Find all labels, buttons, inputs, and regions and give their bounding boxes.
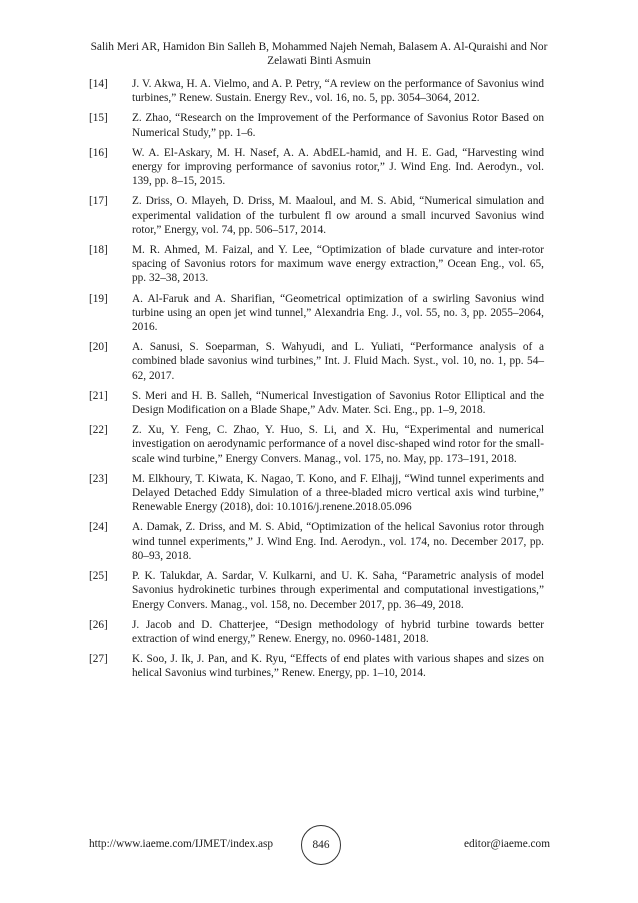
reference-item: [89, 618, 544, 646]
reference-item: [89, 340, 544, 383]
reference-item: [89, 292, 544, 335]
reference-number: [14]: [89, 78, 108, 90]
header-authors-line-2: Zelawati Binti Asmuin: [267, 55, 371, 67]
reference-item: [89, 652, 544, 680]
reference-text: P. K. Talukdar, A. Sardar, V. Kulkarni, and U. K. Saha, “Parametric analysis of model Savonius hydrokinetic turbines through experimental and computational investigations,” Energy Convers. Manag., vol. 158, no. December 2017, pp. 36–49, 2018.: [132, 570, 544, 611]
footer-email-link[interactable]: editor@iaeme.com: [464, 838, 550, 850]
reference-number: [21]: [89, 389, 108, 402]
reference-text: Z. Xu, Y. Feng, C. Zhao, Y. Huo, S. Li, and X. Hu, “Experimental and numerical investigation on aerodynamic performance of a novel disc-shaped wind rotor for the small-scale wind turbine,” Energy Convers. Manag., vol. 175, no. May, pp. 173–191, 2018.: [132, 424, 544, 465]
reference-item: [89, 243, 544, 286]
reference-number: [26]: [89, 618, 108, 631]
reference-list: [89, 77, 544, 687]
reference-text: W. A. El-Askary, M. H. Nasef, A. A. AbdEL-hamid, and H. E. Gad, “Harvesting wind energy for improving performance of savonius rotor,” J. Wind Eng. Ind. Aerodyn., vol. 139, pp. 8–15, 2015.: [132, 146, 544, 188]
page-number-badge: [301, 825, 341, 865]
page-footer: [89, 825, 550, 867]
reference-number: [18]: [89, 244, 108, 257]
footer-url-link[interactable]: http://www.iaeme.com/IJMET/index.asp: [89, 838, 274, 850]
page-number: 846: [312, 839, 330, 851]
reference-text: J. Jacob and D. Chatterjee, “Design methodology of hybrid turbine towards better extraction of wind energy,” Renew. Energy, no. 0960-1481, 2018.: [132, 618, 544, 645]
reference-number: [25]: [89, 570, 108, 583]
reference-text: Z. Zhao, “Research on the Improvement of the Performance of Savonius Rotor Based on Numerical Study,” pp. 1–6.: [132, 112, 544, 139]
reference-text: S. Meri and H. B. Salleh, “Numerical Investigation of Savonius Rotor Elliptical and the Design Modification on a Blade Shape,” Adv. Mater. Sci. Eng., pp. 1–9, 2018.: [132, 389, 544, 417]
reference-text: A. Damak, Z. Driss, and M. S. Abid, “Optimization of the helical Savonius rotor through wind tunnel experiments,” J. Wind Eng. Ind. Aerodyn., vol. 174, no. December 2017, pp. 80–93, 2018.: [132, 521, 544, 562]
reference-number: [15]: [89, 112, 108, 125]
reference-item: [89, 389, 544, 417]
reference-item: [89, 520, 544, 563]
reference-number: [16]: [89, 146, 108, 159]
running-header: [60, 40, 578, 68]
reference-number: [23]: [89, 472, 108, 485]
reference-number: [27]: [89, 653, 108, 666]
reference-text: K. Soo, J. Ik, J. Pan, and K. Ryu, “Effects of end plates with various shapes and sizes on helical Savonius wind turbines,” Renew. Energy, pp. 1–10, 2014.: [132, 653, 544, 680]
reference-item: [89, 111, 544, 139]
reference-text: A. Al-Faruk and A. Sharifian, “Geometrical optimization of a swirling Savonius wind turbine using an open jet wind tunnel,” Alexandria Eng. J., vol. 55, no. 3, pp. 2055–2064, 2016.: [132, 292, 544, 334]
header-authors-line-1: Salih Meri AR, Hamidon Bin Salleh B, Mohammed Najeh Nemah, Balasem A. Al-Quraishi and Nor: [90, 41, 548, 53]
reference-number: [17]: [89, 195, 108, 208]
reference-item: [89, 146, 544, 189]
reference-item: [89, 423, 544, 466]
reference-text: M. Elkhoury, T. Kiwata, K. Nagao, T. Kono, and F. Elhajj, “Wind tunnel experiments and Delayed Detached Eddy Simulation of a three-bladed micro vertical axis wind turbine,” Renewable Energy (2018), doi: 10.1016/j.renene.2018.05.096: [132, 472, 544, 514]
reference-number: [19]: [89, 292, 108, 305]
reference-item: [89, 77, 544, 105]
reference-item: [89, 569, 544, 612]
reference-item: [89, 194, 544, 237]
reference-number: [20]: [89, 341, 108, 354]
reference-text: Z. Driss, O. Mlayeh, D. Driss, M. Maaloul, and M. S. Abid, “Numerical simulation and experimental validation of the turbulent fl ow around a small incurved Savonius wind rotor,” Energy, vol. 74, pp. 506–517, 2014.: [132, 195, 544, 236]
reference-number: [22]: [89, 424, 108, 437]
reference-item: [89, 472, 544, 515]
reference-text: J. V. Akwa, H. A. Vielmo, and A. P. Petry, “A review on the performance of Savonius wind turbines,” Renew. Sustain. Energy Rev., vol. 16, no. 5, pp. 3054–3064, 2012.: [132, 78, 544, 105]
reference-text: M. R. Ahmed, M. Faizal, and Y. Lee, “Optimization of blade curvature and inter-rotor spacing of Savonius rotors for maximum wave energy extraction,” Ocean Eng., vol. 65, pp. 32–38, 2013.: [132, 244, 544, 285]
reference-text: A. Sanusi, S. Soeparman, S. Wahyudi, and L. Yuliati, “Performance analysis of a combined blade savonius wind turbines,” Int. J. Fluid Mach. Syst., vol. 10, no. 1, pp. 54–62, 2017.: [132, 341, 544, 382]
reference-number: [24]: [89, 521, 108, 534]
